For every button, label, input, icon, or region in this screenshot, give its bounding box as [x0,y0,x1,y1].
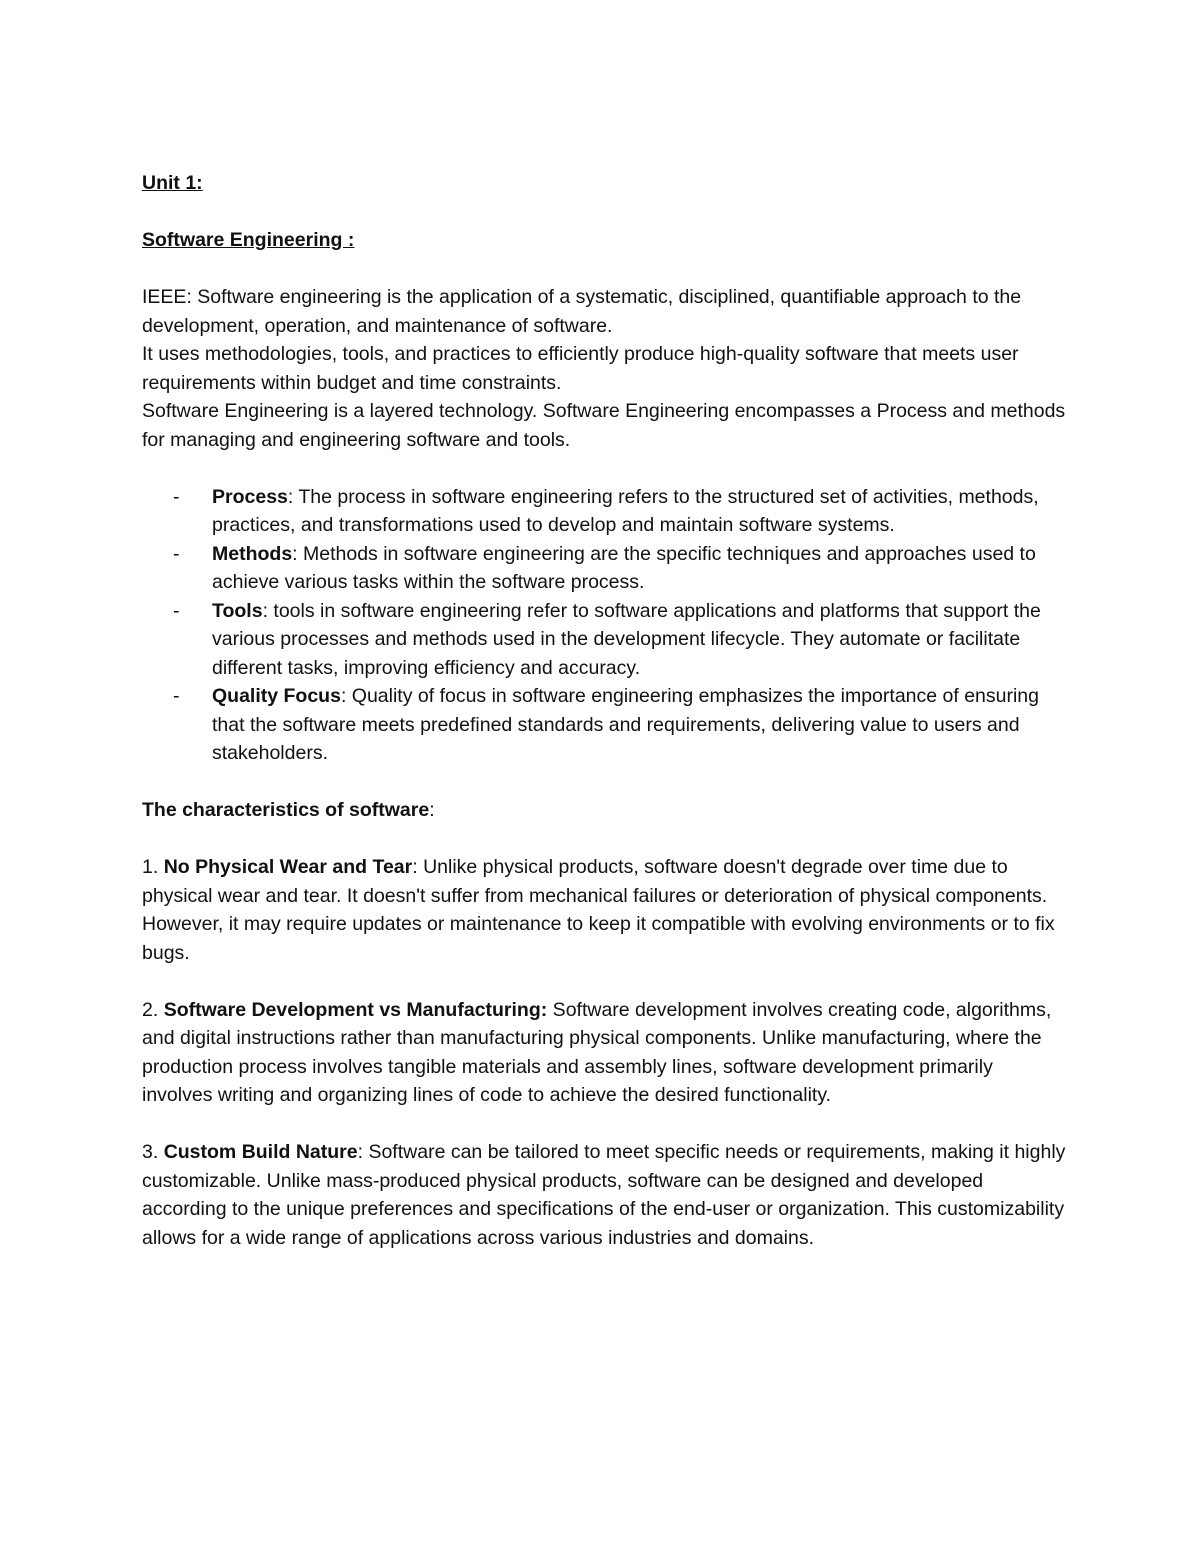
characteristic-description: Software development involves creating code, algorithms, and digital instructions rather than manufacturing physical components. Unlike manufacturing, where the production process involves tangible materials and assembly lines, software development primarily involves writing and organizing lines of code to achieve the desired functionality. [142,998,1052,1106]
spacer [142,454,1067,483]
intro-paragraph: IEEE: Software engineering is the application of a systematic, disciplined, quantifiable approach to the development, operation, and maintenance of software. [142,286,1022,337]
list-item [142,597,1067,683]
list-item [142,540,1067,597]
characteristic-paragraph [142,1138,1067,1252]
intro-paragraph: Software Engineering is a layered technology. Software Engineering encompasses a Process and methods for managing and engineering software and tools. [142,400,1066,451]
spacer [142,255,1067,284]
bullet-dash: - [173,685,180,707]
spacer [142,825,1067,854]
layer-term: Tools [212,599,263,622]
layer-term: Process [212,485,288,508]
document-page [142,169,1067,1252]
bullet-dash: - [173,542,180,565]
intro-paragraph: It uses methodologies, tools, and practices to efficiently produce high-quality software that meets user requirements within budget and time constraints. [142,343,1019,394]
layer-description: : Quality of focus in software engineering emphasizes the importance of ensuring that the software meets predefined standards and requirements, delivering value to users and stakeholders. [212,685,1040,764]
list-item [142,483,1067,540]
characteristic-term: No Physical Wear and Tear [163,856,413,878]
characteristic-paragraph [142,996,1067,1110]
spacer [142,1110,1067,1139]
bullet-dash: - [173,599,180,622]
characteristic-paragraph [142,853,1067,967]
layer-term: Quality Focus [212,685,341,707]
characteristic-number: 1. [142,856,164,878]
spacer [142,967,1067,996]
layer-description: : tools in software engineering refer to software applications and platforms that support the various processes and methods used in the development lifecycle. They automate or facilitate different tasks, improving efficiency and accuracy. [212,599,1041,679]
characteristics-heading-colon: : [429,799,435,821]
characteristic-description: : Unlike physical products, software doesn't degrade over time due to physical wear and tear. It doesn't suffer from mechanical failures or deterioration of physical components. However, it may require updates or maintenance to keep it compatible with evolving environments or to fix bugs. [142,856,1055,964]
list-item [142,682,1067,768]
layer-description: : Methods in software engineering are the specific techniques and approaches used to achieve various tasks within the software process. [212,542,1036,593]
spacer [142,768,1067,797]
characteristic-number: 3. [142,1141,164,1163]
unit-title: Unit 1: [142,172,203,194]
spacer [142,198,1067,227]
characteristics-heading [142,796,1067,825]
characteristic-description: : Software can be tailored to meet specific needs or requirements, making it highly customizable. Unlike mass-produced physical products, software can be designed and developed according to the unique preferences and specifications of the end-user or organization. This customizability allows for a wide range of applications across various industries and domains. [142,1141,1066,1249]
layers-list [142,483,1067,768]
characteristics-heading-text: The characteristics of software [142,799,430,821]
section-title: Software Engineering : [142,229,355,251]
characteristic-term: Custom Build Nature [163,1141,358,1163]
layer-description: : The process in software engineering refers to the structured set of activities, methods, practices, and transformations used to develop and maintain software systems. [212,485,1039,536]
bullet-dash: - [173,485,180,508]
characteristic-term: Software Development vs Manufacturing: [163,998,548,1021]
layer-term: Methods [212,542,293,565]
characteristic-number: 2. [142,998,164,1021]
